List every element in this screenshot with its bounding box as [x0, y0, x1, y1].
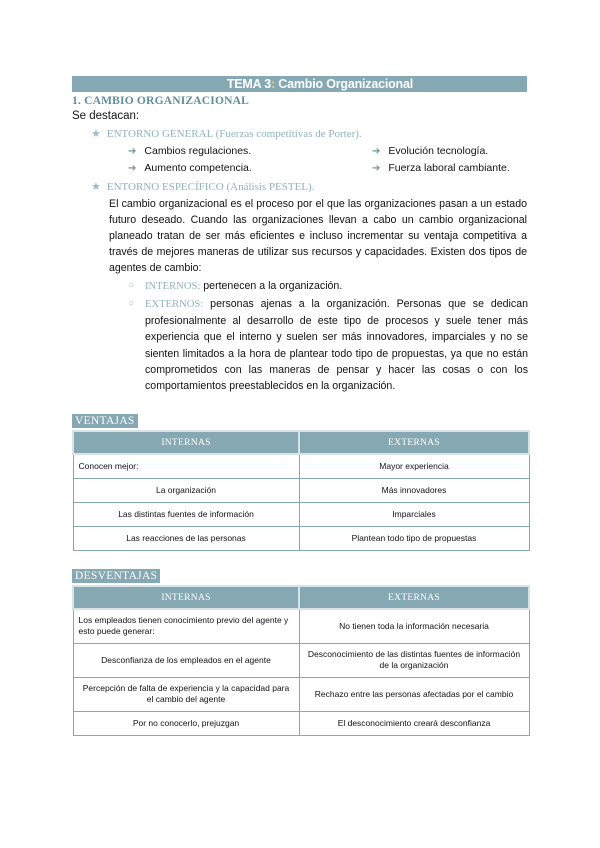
arrow-right-icon: ➔	[372, 163, 381, 174]
agent-externos	[128, 296, 528, 394]
tema-colon: :	[271, 77, 275, 91]
agent-internos	[128, 278, 528, 295]
column-header: EXTERNAS	[299, 586, 529, 609]
table-cell: Las reacciones de las personas	[73, 526, 299, 550]
table-row	[73, 643, 529, 677]
table-row	[73, 609, 529, 643]
desventajas-table	[72, 585, 530, 736]
table-cell: Las distintas fuentes de información	[73, 502, 299, 526]
agent-text: pertenecen a la organización.	[203, 280, 343, 292]
list-item-text: Aumento competencia.	[144, 162, 252, 174]
table-row	[73, 677, 529, 711]
list-item	[128, 162, 252, 174]
table-cell: Desconocimiento de las distintas fuentes de información de la organización	[299, 643, 529, 677]
table-row	[73, 454, 529, 478]
arrow-right-icon: ➔	[128, 146, 137, 157]
list-item	[372, 145, 488, 157]
table-cell: El desconocimiento creará desconfianza	[299, 711, 529, 735]
star-icon: ★	[91, 181, 101, 193]
intro-text: Se destacan:	[72, 110, 140, 122]
body-paragraph: El cambio organizacional es el proceso por el que las organizaciones pasan a un estado futuro deseado. Cuando las organizaciones llevan a cabo un cambio organizacional planeado tratan de ser más eficientes e incluso incrementar su ventaja competitiva a través de mejores maneras de utilizar sus recursos y capacidades. Existen dos tipos de agentes de cambio:	[109, 198, 527, 274]
title-bar	[72, 76, 527, 92]
section-heading: 1. CAMBIO ORGANIZACIONAL	[72, 95, 249, 107]
entorno-general-bullet	[91, 127, 362, 140]
entorno-especifico-bullet	[91, 180, 314, 193]
table-row	[73, 711, 529, 735]
table-cell: Los empleados tienen conocimiento previo del agente y esto puede generar:	[73, 609, 299, 643]
circle-bullet-icon: ○	[128, 298, 135, 309]
entorno-especifico-label: ENTORNO ESPECÍFICO (Análisis PESTEL).	[106, 181, 315, 193]
agent-keyword: INTERNOS:	[145, 281, 201, 292]
list-item-text: Cambios regulaciones.	[144, 145, 252, 157]
table-cell: Imparciales	[299, 502, 529, 526]
column-header: EXTERNAS	[299, 431, 529, 454]
table-cell: Plantean todo tipo de propuestas	[299, 526, 529, 550]
column-header: INTERNAS	[73, 431, 299, 454]
arrow-right-icon: ➔	[128, 163, 137, 174]
column-header: INTERNAS	[73, 586, 299, 609]
table-cell: Por no conocerlo, prejuzgan	[73, 711, 299, 735]
table-cell: No tienen toda la información necesaria	[299, 609, 529, 643]
ventajas-table	[72, 430, 530, 551]
list-item	[372, 162, 510, 174]
table-cell: La organización	[73, 478, 299, 502]
desventajas-label: DESVENTAJAS	[72, 569, 160, 583]
table-cell: Percepción de falta de experiencia y la capacidad para el cambio del agente	[73, 677, 299, 711]
star-icon: ★	[91, 128, 101, 140]
table-cell: Rechazo entre las personas afectadas por el cambio	[299, 677, 529, 711]
tema-label: TEMA 3	[226, 77, 272, 91]
table-cell: Desconfianza de los empleados en el agente	[73, 643, 299, 677]
list-item-text: Evolución tecnología.	[388, 145, 489, 157]
table-row	[73, 502, 529, 526]
circle-bullet-icon: ○	[128, 280, 135, 291]
arrow-right-icon: ➔	[372, 146, 381, 157]
table-cell: Conocen mejor:	[73, 454, 299, 478]
tema-subtitle: Cambio Organizacional	[278, 77, 413, 91]
agent-text: personas ajenas a la organización. Personas que se dedican profesionalmente al desarrollo de este tipo de procesos y suele tener más experiencia que el interno y suelen ser más innovadores, imparciales y no se sienten limitados a la hora de plantear todo tipo de propuestas, ya que no están comprometidos con las maneras de pensar y hacer las cosas o con los comportamientos preestablecidos en la organización.	[145, 298, 528, 393]
agent-keyword: EXTERNOS:	[145, 299, 204, 310]
table-cell: Mayor experiencia	[299, 454, 529, 478]
table-row	[73, 478, 529, 502]
entorno-general-label: ENTORNO GENERAL (Fuerzas competitivas de Porter).	[106, 128, 362, 140]
ventajas-label: VENTAJAS	[72, 414, 138, 428]
table-cell: Más innovadores	[299, 478, 529, 502]
list-item-text: Fuerza laboral cambiante.	[388, 162, 510, 174]
table-row	[73, 526, 529, 550]
list-item	[128, 145, 251, 157]
